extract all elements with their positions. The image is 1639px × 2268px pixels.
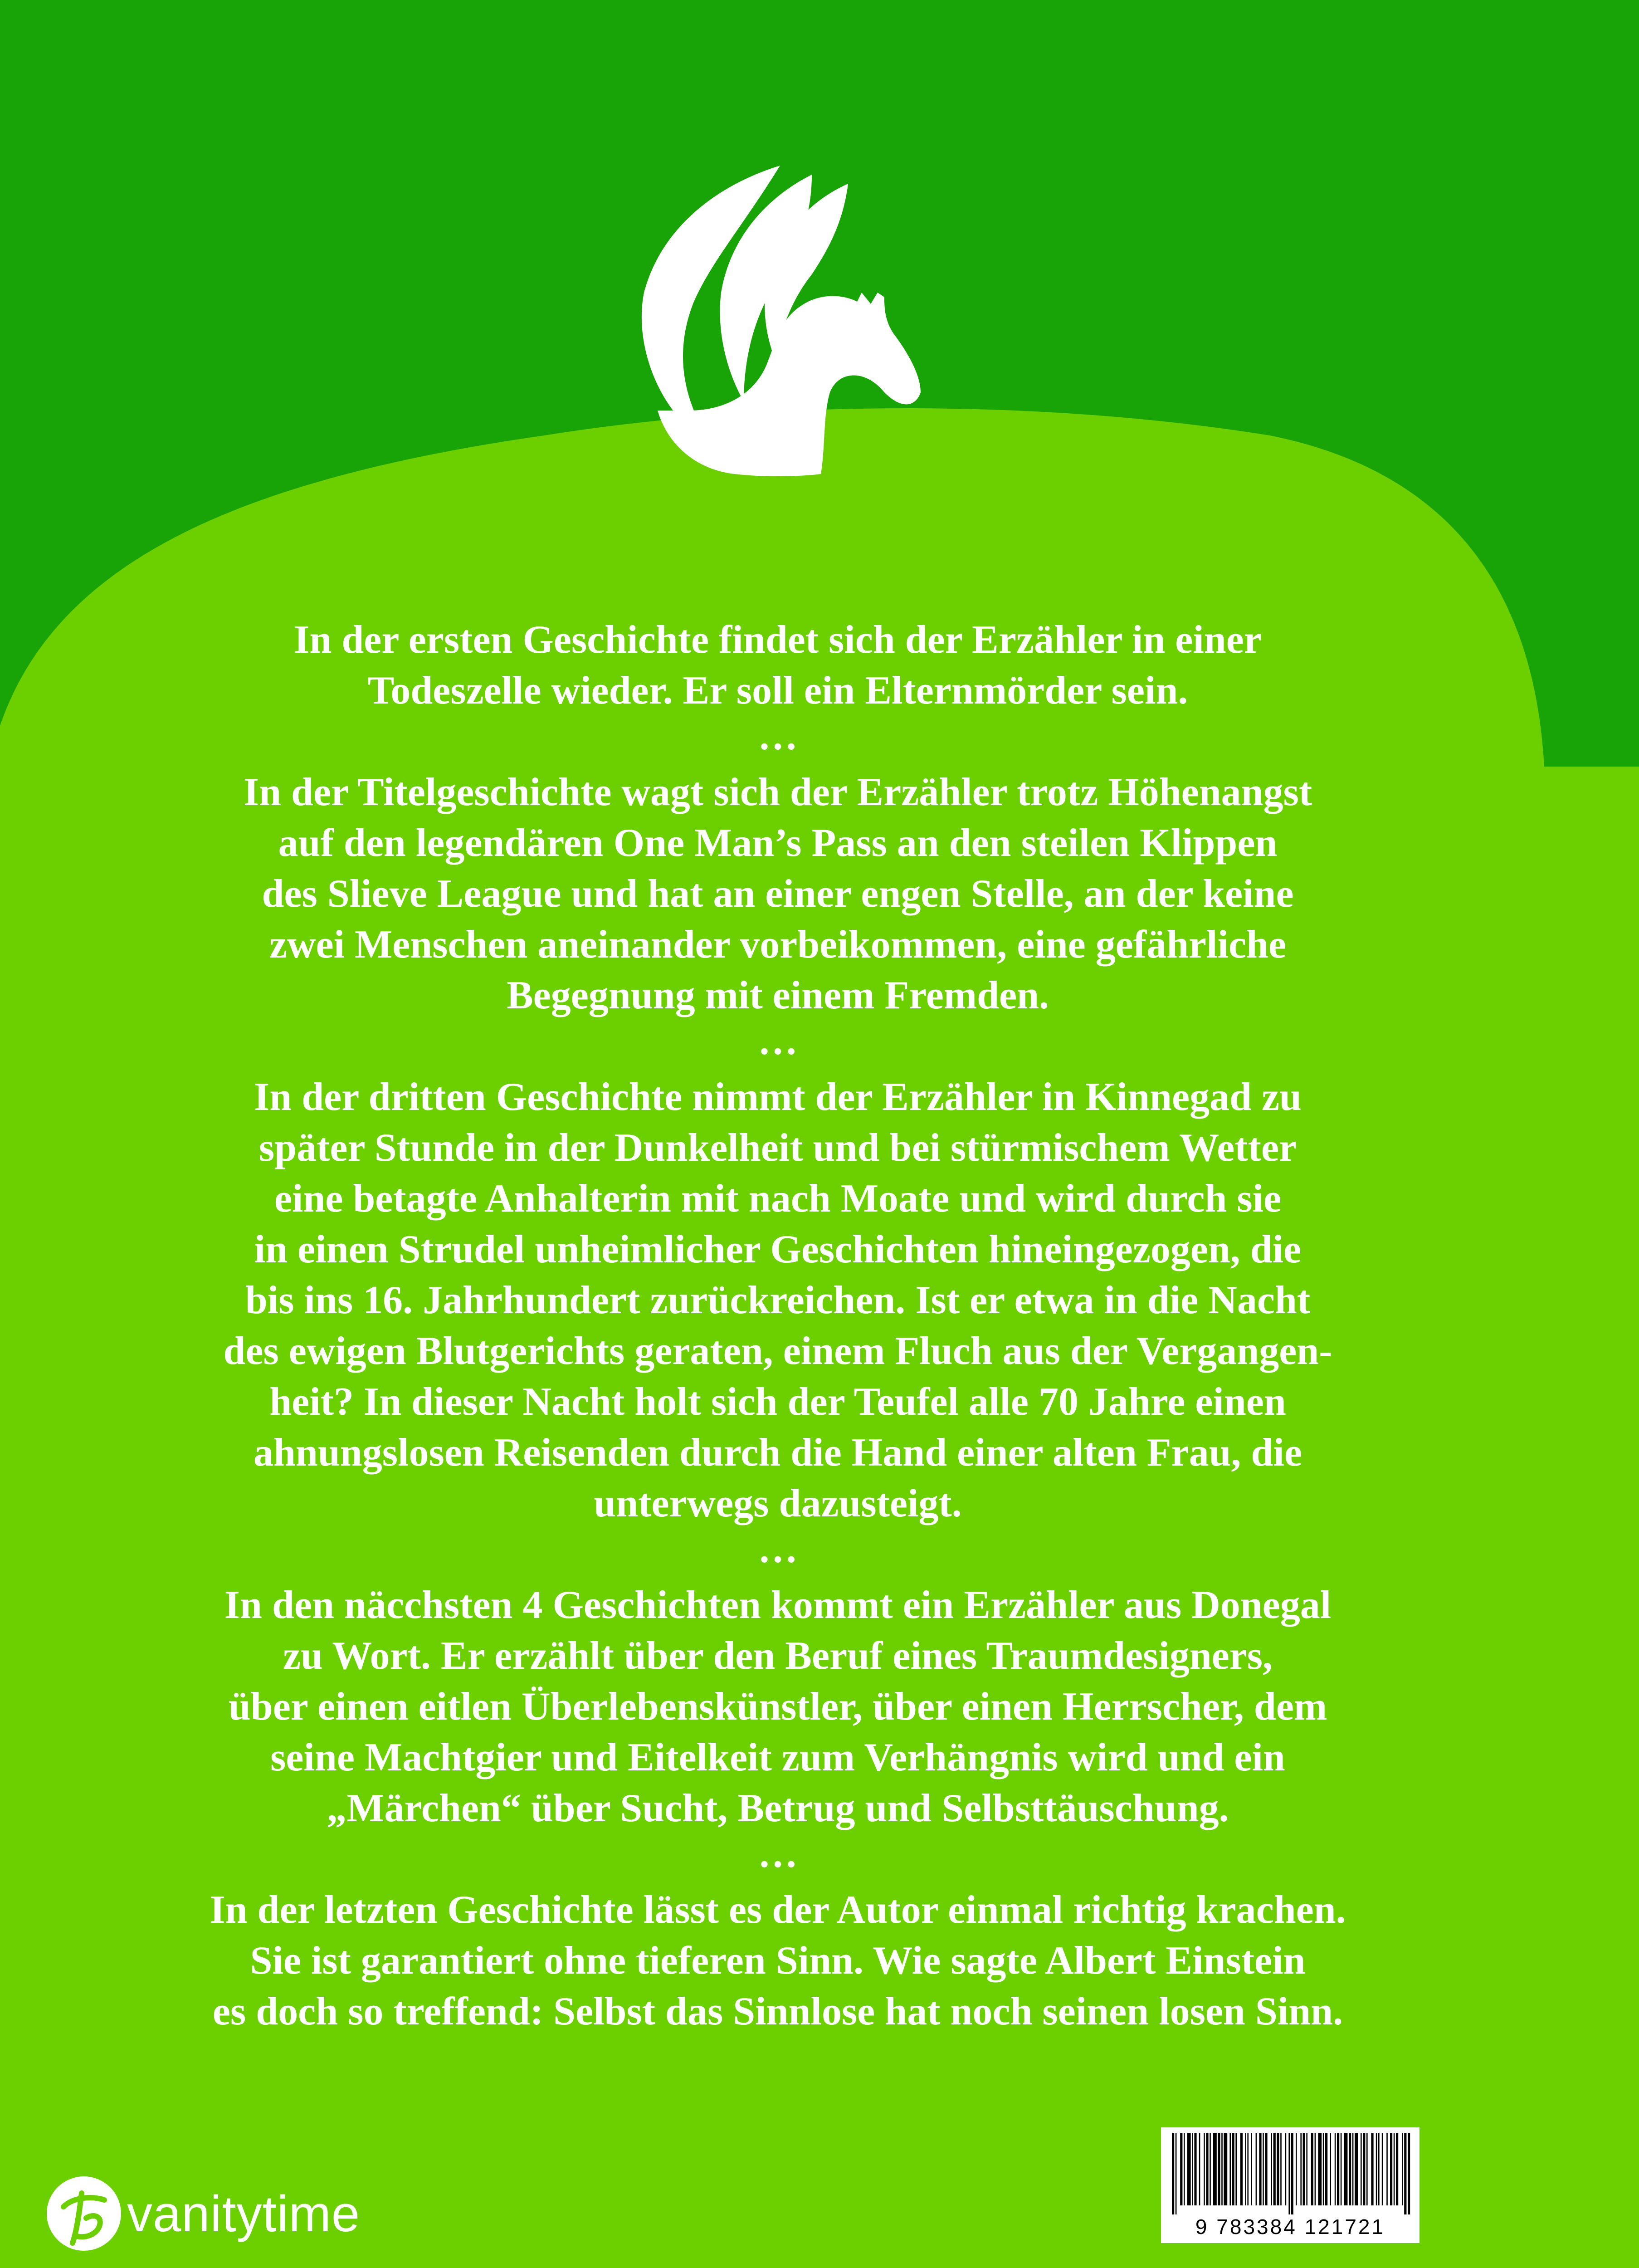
blurb-line: In der Titelgeschichte wagt sich der Erzähler trotz Höhenangst [243, 770, 1312, 814]
barcode-bar [1184, 2133, 1185, 2205]
blurb-line: Todeszelle wieder. Er soll ein Elternmörder sein. [367, 669, 1188, 713]
barcode-bar [1337, 2133, 1339, 2205]
barcode-bar [1352, 2133, 1354, 2205]
barcode-bar [1187, 2133, 1191, 2205]
barcode-bar [1221, 2133, 1223, 2205]
vanitytime-logo-icon [45, 2175, 122, 2252]
barcode-bar [1199, 2133, 1200, 2205]
barcode-bar [1341, 2133, 1342, 2205]
blurb-line: ahnungslosen Reisenden durch die Hand einer alten Frau, die [253, 1431, 1302, 1475]
barcode-bar [1271, 2133, 1272, 2205]
blurb-line: Sie ist garantiert ohne tieferen Sinn. Wie sagte Albert Einstein [250, 1939, 1306, 1983]
publisher-name: vanitytime [127, 2185, 361, 2242]
barcode-bar [1245, 2133, 1246, 2205]
barcode-bar [1204, 2133, 1205, 2205]
blurb-line: eine betagte Anhalterin mit nach Moate und wird durch sie [274, 1177, 1282, 1221]
isbn-right-group: 121721 [1304, 2215, 1385, 2239]
barcode-bar [1296, 2133, 1297, 2205]
barcode-bar [1376, 2133, 1377, 2205]
barcode-bar [1259, 2133, 1261, 2205]
barcode-bar [1306, 2133, 1307, 2205]
barcode-bar [1349, 2133, 1351, 2205]
barcode-bar [1291, 2133, 1293, 2214]
blurb-line: auf den legendären One Man’s Pass an den steilen Klippen [278, 821, 1278, 865]
barcode-bar [1285, 2133, 1287, 2205]
blurb-line: des ewigen Blutgerichts geraten, einem Fluch aus der Vergangen- [223, 1329, 1332, 1373]
barcode-bar [1325, 2133, 1327, 2205]
barcode-bar [1229, 2133, 1231, 2205]
barcode-bar [1176, 2133, 1177, 2214]
blurb-line: Begegnung mit einem Fremden. [506, 973, 1049, 1017]
barcode-bar [1303, 2133, 1305, 2205]
barcode-bars [1169, 2133, 1411, 2214]
blurb-line: In der dritten Geschichte nimmt der Erzähler in Kinnegad zu [254, 1075, 1302, 1119]
section-separator: … [758, 1019, 798, 1063]
barcode-bar [1235, 2133, 1237, 2205]
barcode-bar [1335, 2133, 1336, 2205]
barcode-bar [1355, 2133, 1358, 2205]
isbn-barcode [1161, 2127, 1419, 2243]
blurb-line: unterwegs dazusteigt. [594, 1481, 962, 1525]
publisher-logo [45, 2173, 360, 2254]
barcode-bar [1277, 2133, 1279, 2205]
blurb-line: bis ins 16. Jahrhundert zurückreichen. Ist er etwa in die Nacht [245, 1278, 1311, 1322]
barcode-bar [1311, 2133, 1313, 2205]
barcode-bar [1218, 2133, 1220, 2205]
barcode-bar [1382, 2133, 1383, 2205]
barcode-bar [1363, 2133, 1365, 2205]
barcode-bar [1386, 2133, 1388, 2205]
blurb-line: In den näcchsten 4 Geschichten kommt ein Erzähler aus Donegal [224, 1583, 1332, 1627]
barcode-bar [1192, 2133, 1193, 2205]
blurb-line: des Slieve League und hat an einer engen Stelle, an der keine [262, 872, 1294, 916]
barcode-bar [1210, 2133, 1211, 2205]
barcode-bar [1251, 2133, 1252, 2205]
barcode-bar [1280, 2133, 1282, 2205]
blurb-line: In der ersten Geschichte findet sich der Erzähler in einer [294, 618, 1262, 662]
barcode-bar [1232, 2133, 1234, 2205]
blurb-line: zu Wort. Er erzählt über den Beruf eines Traumdesigners, [283, 1634, 1273, 1678]
section-separator: … [758, 714, 798, 758]
isbn-number [1161, 2214, 1419, 2239]
barcode-bar [1224, 2133, 1227, 2205]
barcode-bar [1180, 2133, 1182, 2205]
barcode-bar [1263, 2133, 1264, 2205]
blurb-line: heit? In dieser Nacht holt sich der Teufel alle 70 Jahre einen [269, 1380, 1286, 1424]
section-separator: … [758, 1527, 798, 1571]
blurb-line: später Stunde in der Dunkelheit und bei stürmischem Wetter [259, 1126, 1297, 1170]
barcode-bar [1378, 2133, 1380, 2205]
blurb-line: seine Machtgier und Eitelkeit zum Verhängnis wird und ein [270, 1735, 1285, 1779]
isbn-left-group: 783384 [1216, 2215, 1297, 2239]
barcode-bar [1318, 2133, 1322, 2205]
barcode-bar [1265, 2133, 1267, 2205]
blurb-line: in einen Strudel unheimlicher Geschichten hineingezogen, die [254, 1227, 1302, 1271]
blurb-text [45, 615, 1510, 2037]
barcode-bar [1330, 2133, 1331, 2205]
blurb-line: es doch so treffend: Selbst das Sinnlose hat noch seinen losen Sinn. [212, 1989, 1343, 2033]
barcode-bar [1361, 2133, 1362, 2205]
barcode-bar [1256, 2133, 1257, 2205]
barcode-bar [1323, 2133, 1324, 2205]
isbn-first-digit: 9 [1195, 2215, 1209, 2239]
barcode-bar [1344, 2133, 1348, 2205]
barcode-bar [1194, 2133, 1196, 2205]
barcode-bar [1366, 2133, 1368, 2205]
barcode-bar [1408, 2133, 1410, 2214]
barcode-bar [1273, 2133, 1276, 2205]
barcode-bar [1371, 2133, 1373, 2205]
section-separator: … [758, 1832, 798, 1876]
blurb-line: In der letzten Geschichte lässt es der Autor einmal richtig krachen. [210, 1888, 1346, 1932]
pegasus-icon [630, 156, 921, 492]
barcode-bar [1288, 2133, 1290, 2214]
barcode-bar [1172, 2133, 1174, 2214]
barcode-bar [1402, 2133, 1403, 2205]
blurb-line: „Märchen“ über Sucht, Betrug und Selbsttäuschung. [327, 1786, 1229, 1830]
barcode-bar [1315, 2133, 1316, 2205]
blurb-line: über einen eitlen Überlebenskünstler, über einen Herrscher, dem [228, 1685, 1327, 1729]
barcode-bar [1240, 2133, 1243, 2205]
barcode-bar [1213, 2133, 1217, 2205]
barcode-bar [1396, 2133, 1398, 2205]
barcode-bar [1247, 2133, 1249, 2205]
barcode-bar [1394, 2133, 1395, 2205]
barcode-bar [1390, 2133, 1392, 2205]
blurb-line: zwei Menschen aneinander vorbeikommen, eine gefährliche [269, 923, 1287, 967]
barcode-bar [1404, 2133, 1406, 2214]
barcode-bar [1300, 2133, 1302, 2205]
barcode-bar [1206, 2133, 1208, 2205]
